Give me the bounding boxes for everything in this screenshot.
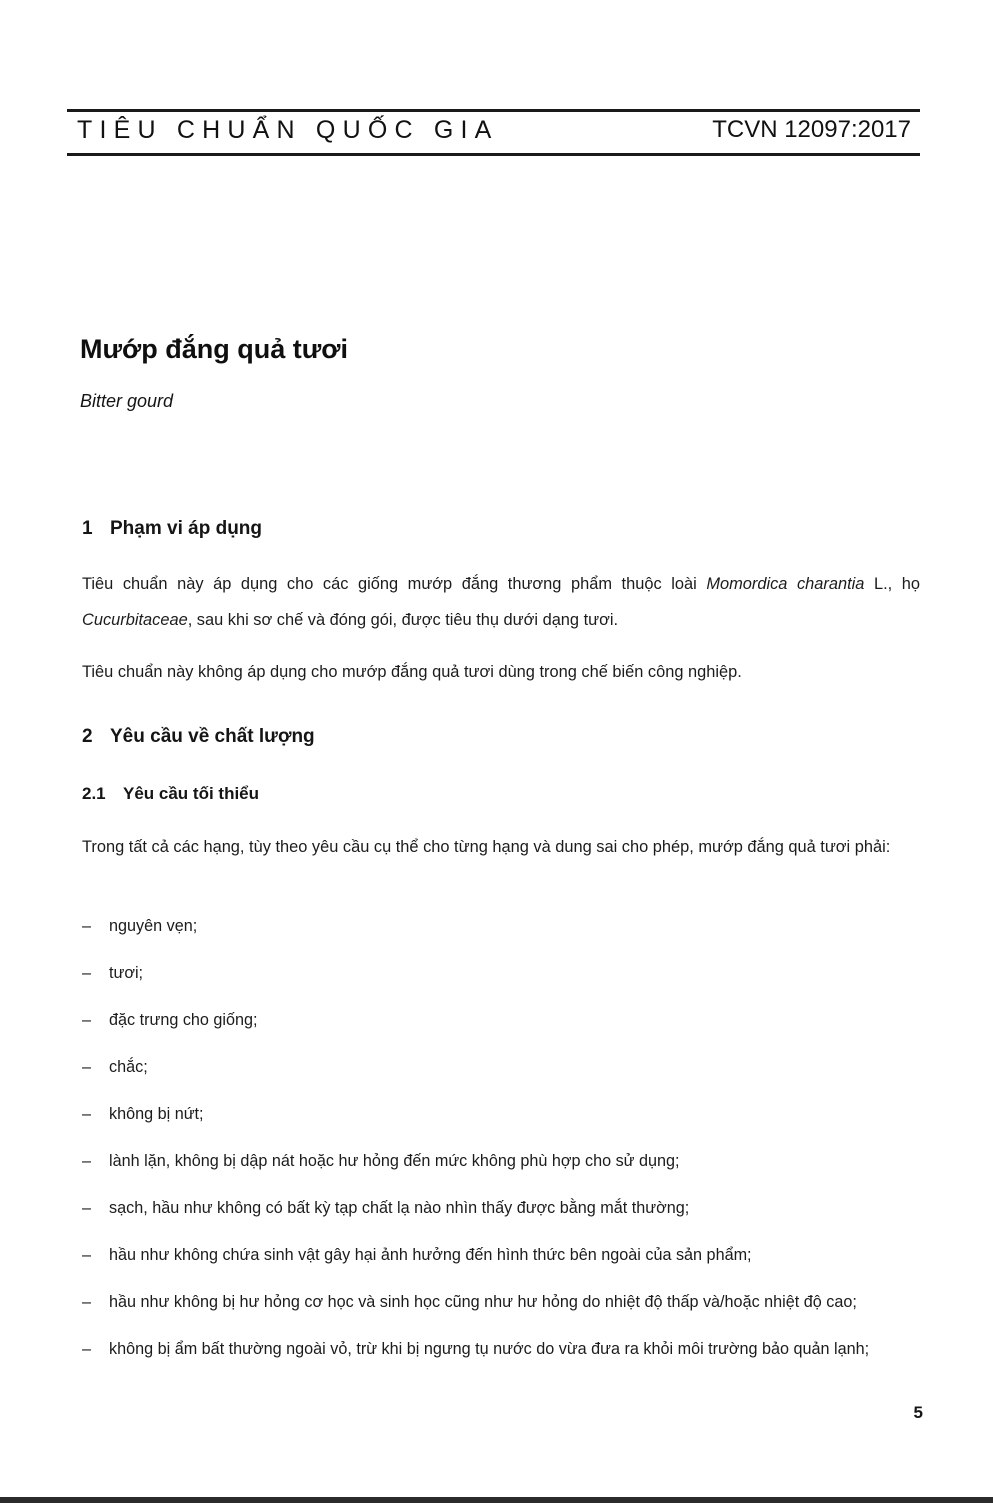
section-2-title: Yêu cầu về chất lượng [110, 726, 315, 747]
list-item-text: sạch, hầu như không có bất kỳ tạp chất lạ nào nhìn thấy được bằng mắt thường; [109, 1199, 690, 1217]
scan-bottom-edge [0, 1497, 993, 1503]
p1-text-b: L., họ [864, 575, 921, 593]
list-item [82, 1246, 922, 1265]
section-2-1-heading [82, 784, 259, 804]
list-item-text: đặc trưng cho giống; [109, 1011, 258, 1029]
document-title: Mướp đắng quả tươi [80, 334, 348, 364]
family-name: Cucurbitaceae [82, 611, 188, 629]
section-2-1-intro: Trong tất cả các hạng, tùy theo yêu cầu cụ thể cho từng hạng và dung sai cho phép, mướp đắng quả tươi phải: [82, 838, 891, 856]
list-item-text: không bị ẩm bất thường ngoài vỏ, trừ khi bị ngưng tụ nước do vừa đưa ra khỏi môi trường bảo quản lạnh; [109, 1340, 870, 1358]
section-2-heading [82, 726, 315, 748]
list-item-text: không bị nứt; [109, 1105, 204, 1123]
list-item [82, 1293, 922, 1312]
dash-marker: – [82, 1293, 92, 1311]
dash-marker: – [82, 964, 92, 982]
species-name: Momordica charantia [706, 575, 865, 593]
list-item-text: lành lặn, không bị dập nát hoặc hư hỏng đến mức không phù hợp cho sử dụng; [109, 1152, 680, 1170]
dash-marker: – [82, 1105, 92, 1123]
dash-marker: – [82, 1058, 92, 1076]
dash-marker: – [82, 1246, 92, 1264]
list-item-text: tươi; [109, 964, 144, 982]
document-subtitle: Bitter gourd [80, 391, 174, 411]
section-1-number: 1 [82, 518, 93, 539]
list-item [82, 1152, 922, 1171]
dash-marker: – [82, 1152, 92, 1170]
p1-text-c: , sau khi sơ chế và đóng gói, được tiêu thụ dưới dạng tươi. [187, 611, 619, 629]
list-item [82, 1058, 922, 1077]
section-2-1-number: 2.1 [82, 784, 106, 803]
list-item-text: nguyên vẹn; [109, 917, 198, 935]
list-item-text: chắc; [109, 1058, 148, 1076]
list-item [82, 1199, 922, 1218]
page-number: 5 [913, 1403, 923, 1422]
dash-marker: – [82, 1199, 92, 1217]
list-item-text: hầu như không bị hư hỏng cơ học và sinh học cũng như hư hỏng do nhiệt độ thấp và/hoặc nhiệt độ cao; [109, 1293, 857, 1311]
section-1-paragraph-1 [82, 566, 920, 638]
header-top-rule [67, 109, 920, 112]
section-2-1-title: Yêu cầu tối thiểu [123, 784, 260, 803]
dash-marker: – [82, 1011, 92, 1029]
standard-type-label: TIÊU CHUẨN QUỐC GIA [77, 116, 499, 144]
list-item [82, 964, 922, 983]
section-1-heading [82, 518, 262, 540]
section-2-number: 2 [82, 726, 93, 747]
header-bottom-rule [67, 153, 920, 156]
list-item [82, 917, 922, 936]
list-item [82, 1340, 922, 1359]
list-item-text: hầu như không chứa sinh vật gây hại ảnh hưởng đến hình thức bên ngoài của sản phẩm; [109, 1246, 752, 1264]
dash-marker: – [82, 1340, 92, 1358]
section-1-title: Phạm vi áp dụng [110, 518, 263, 539]
list-item [82, 1011, 922, 1030]
section-1-paragraph-2: Tiêu chuẩn này không áp dụng cho mướp đắng quả tươi dùng trong chế biến công nghiệp. [82, 663, 742, 681]
p1-text-a: Tiêu chuẩn này áp dụng cho các giống mướp đắng thương phẩm thuộc loài [82, 575, 707, 593]
list-item [82, 1105, 922, 1124]
dash-marker: – [82, 917, 92, 935]
standard-code: TCVN 12097:2017 [712, 116, 911, 143]
